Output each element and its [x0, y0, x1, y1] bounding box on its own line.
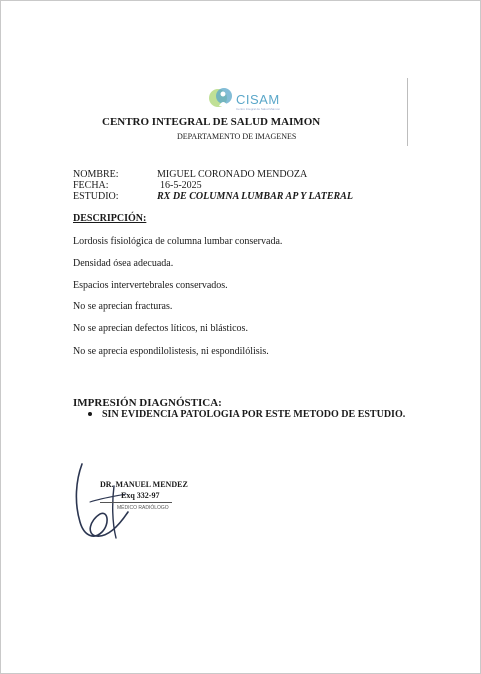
- description-line: Densidad ósea adecuada.: [73, 258, 174, 269]
- description-line: No se aprecia espondilolistesis, ni espondilólisis.: [73, 346, 269, 357]
- logo-text: CISAM: [236, 92, 280, 107]
- bullet-icon: [88, 412, 92, 416]
- department-name: DEPARTAMENTO DE IMAGENES: [177, 132, 297, 141]
- impression-item: SIN EVIDENCIA PATOLOGIA POR ESTE METODO DE ESTUDIO.: [102, 409, 406, 420]
- doctor-name: DR. MANUEL MENDEZ: [100, 480, 188, 489]
- logo-subtext: Centro Integral de Salud Maimon: [236, 107, 281, 111]
- name-label: NOMBRE:: [73, 169, 119, 180]
- patient-name: MIGUEL CORONADO MENDOZA: [157, 169, 308, 180]
- study-name: RX DE COLUMNA LUMBAR AP Y LATERAL: [157, 191, 353, 202]
- description-line: Lordosis fisiológica de columna lumbar conservada.: [73, 236, 283, 247]
- doctor-exequatur: Exq 332-97: [121, 491, 160, 500]
- description-line: No se aprecian fracturas.: [73, 301, 173, 312]
- impression-heading: IMPRESIÓN DIAGNÓSTICA:: [73, 397, 222, 409]
- date-label: FECHA:: [73, 180, 109, 191]
- description-heading: DESCRIPCIÓN:: [73, 213, 147, 224]
- header-divider: [407, 78, 408, 146]
- description-line: No se aprecian defectos líticos, ni blásticos.: [73, 323, 248, 334]
- signature-line: [100, 502, 172, 503]
- description-line: Espacios intervertebrales conservados.: [73, 280, 228, 291]
- doctor-role: MÉDICO RADIÓLOGO: [117, 505, 169, 511]
- study-label: ESTUDIO:: [73, 191, 119, 202]
- study-date: 16-5-2025: [160, 180, 202, 191]
- organization-name: CENTRO INTEGRAL DE SALUD MAIMON: [102, 116, 321, 128]
